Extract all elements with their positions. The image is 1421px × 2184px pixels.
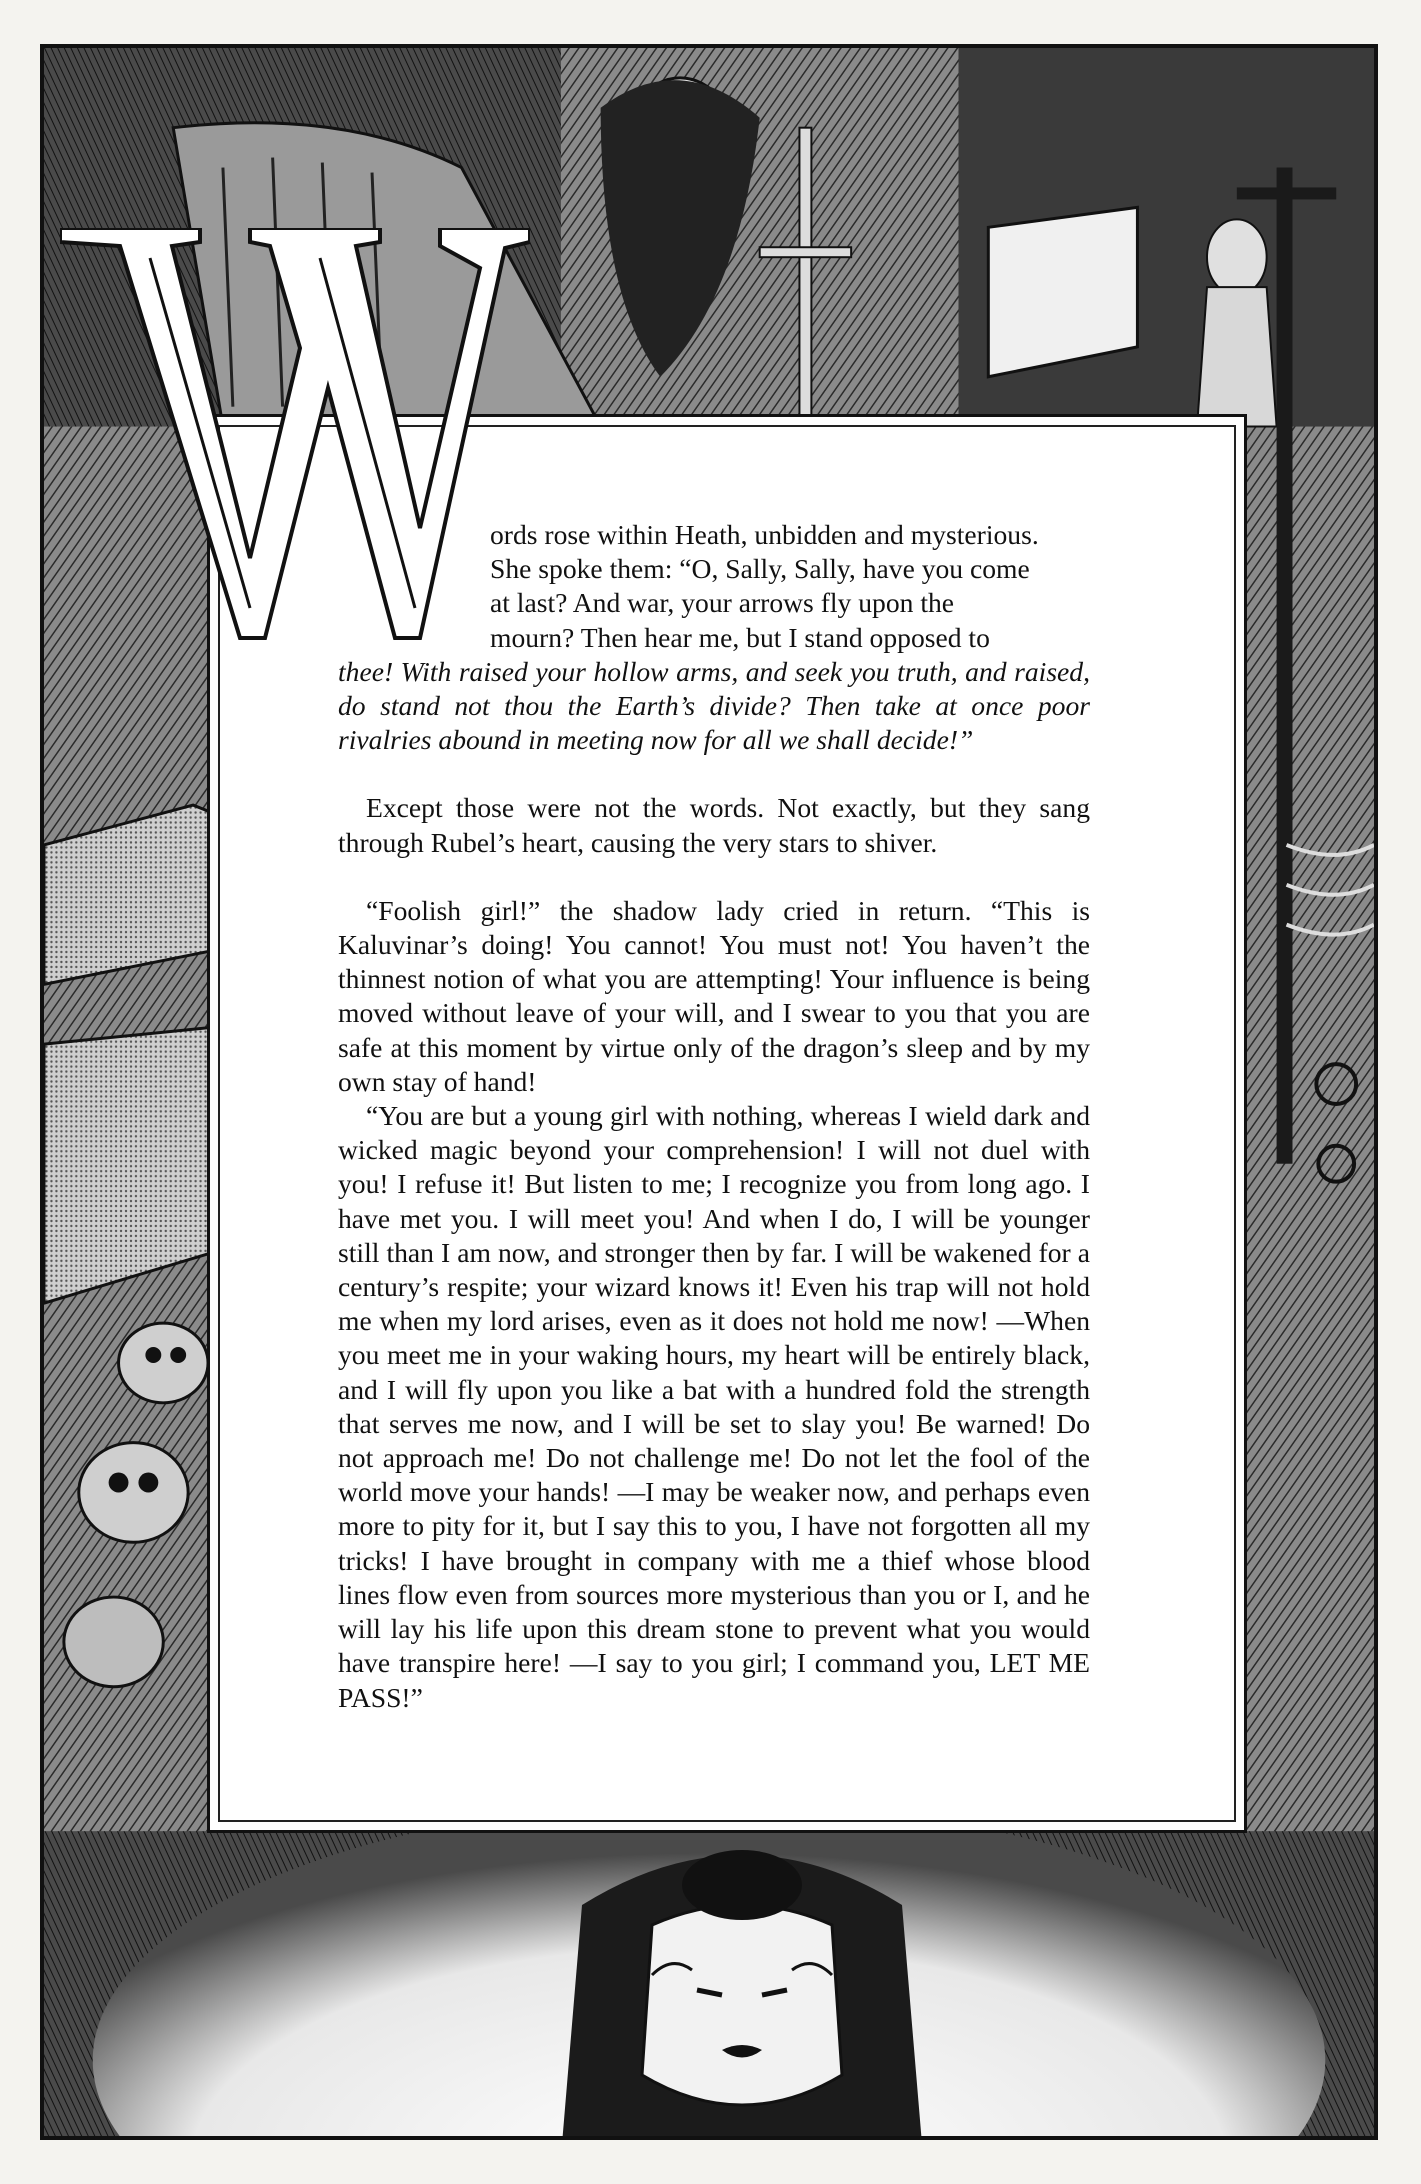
bottom-portrait-illustration — [522, 1845, 964, 2140]
paragraph-4: “You are but a young girl with nothing, whereas I wield dark and wicked magic beyond your comprehension! I will not duel with you! I refuse it! But listen to me; I recognize you from long ago. I have met you. I will meet you! And when I do, I will be younger still than I am now, and stronger then by far. I will be wakened for a century’s respite; your wizard knows it! Even his trap will not hold me when my lord arises, even as it does not hold me now! —When you meet me in your waking hours, my heart will be entirely black, and I will fly upon you like a bat with a hundred fold the strength that serves me now, and I will be set to slay you! Be warned! Do not approach me! Do not challenge me! Do not let the fool of the world move your hands! —I may be weaker now, and perhaps even more to pity for it, but I say this to you, I have not forgotten all my tricks! I have brought in company with me a thief whose blood lines flow even from sources more mysterious than you or I, and he will lay his life upon this dream stone to prevent what you would have transpire here! —I say to you girl; I command you, LET ME PASS!” — [338, 1100, 1090, 1713]
paragraph-3: “Foolish girl!” the shadow lady cried in return. “This is Kaluvinar’s doing! You cannot! You must not! You haven’t the thinnest notion of what you are attempting! Your influence is being moved without leave of your will, and I swear to you that you are safe at this moment by virtue only of the dragon’s sleep and by my own stay of hand! — [338, 894, 1090, 1097]
intro-line-4: mourn? Then hear me, but I stand opposed to — [490, 621, 990, 653]
paragraph-2: Except those were not the words. Not exactly, but they sang through Rubel’s heart, causing the very stars to shiver. — [338, 792, 1090, 858]
story-text — [338, 518, 1090, 1715]
intro-line-1: ords rose within Heath, unbidden and mysterious. — [490, 519, 1039, 550]
intro-tail — [338, 655, 1090, 758]
intro-line-3: at last? And war, your arrows fly upon the — [490, 587, 955, 619]
intro-line-2: She spoke them: “O, Sally, Sally, have you come — [490, 553, 1030, 585]
intro-tail-text: thee! With raised your hollow arms, and seek you truth, and raised, do stand not thou the Earth’s divide? Then take at once poor rivalries abound in meeting now for all we shall decide!” — [338, 655, 1090, 756]
